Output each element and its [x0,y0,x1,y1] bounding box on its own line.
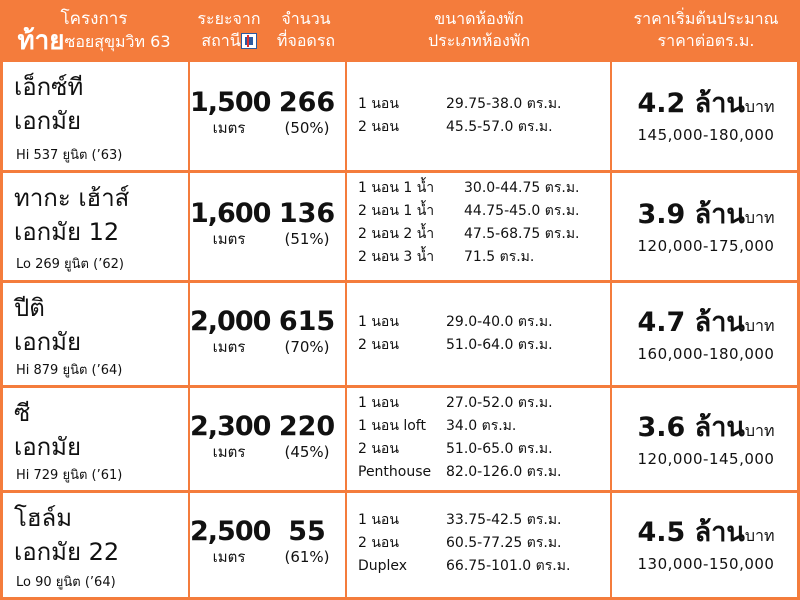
room-type-line [358,223,608,246]
distance-value: 1,600 [190,198,271,229]
distance-unit: เมตร [212,230,246,248]
room-type-line [358,311,608,334]
room-type: 1 นอน [358,314,399,330]
room-type: 2 นอน 2 น้ำ [358,226,435,242]
parking-percent: (70%) [284,338,330,356]
room-type-line [358,246,608,269]
table-row [0,283,800,385]
room-type: 2 นอน [358,119,399,135]
header-distance-line1: ระยะจาก [197,9,261,28]
room-size: 51.0-64.0 ตร.ม. [446,337,553,353]
room-size: 30.0-44.75 ตร.ม. [464,180,580,196]
project-name-line2: เอกมัย [14,433,82,461]
room-types [358,509,608,578]
project-name [14,501,119,569]
distance-cell [190,87,271,138]
parking-cell [268,517,346,567]
price-per-sqm: 120,000-145,000 [637,450,775,468]
room-type-line [358,93,608,116]
distance-value: 2,500 [190,516,271,547]
distance-unit: เมตร [212,548,246,566]
project-name-line1: ซี [14,399,31,427]
price-per-sqm: 145,000-180,000 [637,126,775,144]
room-type: 2 นอน 3 น้ำ [358,249,435,265]
price-main [612,305,800,344]
price-value: 4.2 ล้าน [637,88,745,119]
project-meta: Lo 269 ยูนิต (’62) [16,257,124,272]
room-size: 29.75-38.0 ตร.ม. [446,96,562,112]
parking-percent: (50%) [284,119,330,137]
project-name [14,70,83,138]
parking-cell [268,199,346,249]
parking-cell [268,307,346,357]
price-value: 4.7 ล้าน [637,307,745,338]
header-price-line1: ราคาเริ่มต้นประมาณ [633,9,779,28]
project-name [14,291,81,359]
project-meta: Hi 537 ยูนิต (’63) [16,148,123,163]
price-currency: บาท [744,208,775,227]
header-price-line2: ราคาต่อตร.ม. [657,31,755,50]
distance-unit: เมตร [212,338,246,356]
table-row [0,493,800,597]
room-size: 29.0-40.0 ตร.ม. [446,314,553,330]
room-types [358,311,608,357]
distance-value: 1,500 [190,87,271,118]
price-currency: บาท [744,97,775,116]
room-type-line [358,509,608,532]
parking-value: 55 [288,516,326,547]
room-type-line [358,555,608,578]
parking-percent: (51%) [284,230,330,248]
room-type-line [358,177,608,200]
project-meta: Lo 90 ยูนิต (’64) [16,575,116,590]
header-distance [190,0,268,62]
header-parking-line2: ที่จอดรถ [276,31,336,50]
parking-cell [268,88,346,138]
room-size: 45.5-57.0 ตร.ม. [446,119,553,135]
distance-cell [190,516,271,567]
header-size-line1: ขนาดห้องพัก [434,9,524,28]
room-size: 51.0-65.0 ตร.ม. [446,441,553,457]
parking-percent: (45%) [284,443,330,461]
room-type-line [358,415,608,438]
price-cell [612,197,800,256]
parking-value: 615 [278,306,336,337]
price-main [612,515,800,554]
room-size: 60.5-77.25 ตร.ม. [446,535,562,551]
price-per-sqm: 130,000-150,000 [637,555,775,573]
price-value: 3.6 ล้าน [637,412,745,443]
distance-cell [190,198,271,249]
price-cell [612,305,800,364]
distance-value: 2,000 [190,306,271,337]
room-type: 1 นอน [358,395,399,411]
room-type: 2 นอน [358,337,399,353]
header-project-rest: ซอยสุขุมวิท 63 [64,32,171,51]
parking-percent: (61%) [284,548,330,566]
header-size-line2: ประเภทห้องพัก [427,31,531,50]
project-name-line1: โฮล์ม [14,504,73,532]
parking-value: 220 [278,411,336,442]
room-type-line [358,438,608,461]
room-type-line [358,392,608,415]
distance-cell [190,306,271,357]
price-value: 3.9 ล้าน [637,199,745,230]
header-project-big: ท้าย [17,26,65,56]
room-type-line [358,200,608,223]
room-types [358,392,608,484]
room-type: 2 นอน [358,441,399,457]
parking-cell [268,412,346,462]
room-type-line [358,461,608,484]
room-types [358,93,608,139]
header-project [0,0,188,62]
distance-unit: เมตร [212,119,246,137]
room-type-line [358,334,608,357]
price-cell [612,515,800,574]
room-size: 33.75-42.5 ตร.ม. [446,512,562,528]
room-size: 47.5-68.75 ตร.ม. [464,226,580,242]
room-type: 1 นอน loft [358,418,426,434]
project-name [14,396,81,464]
room-type: 1 นอน [358,96,399,112]
parking-value: 136 [278,198,336,229]
room-size: 27.0-52.0 ตร.ม. [446,395,553,411]
room-size: 66.75-101.0 ตร.ม. [446,558,571,574]
project-name-line2: เอกมัย 12 [14,218,120,246]
price-cell [612,410,800,469]
room-types [358,177,608,269]
room-size: 82.0-126.0 ตร.ม. [446,464,562,480]
price-main [612,86,800,125]
price-currency: บาท [744,526,775,545]
table-row [0,173,800,280]
project-name-line1: เอ็กซ์ที [14,73,84,101]
project-name-line2: เอกมัย 22 [14,538,120,566]
room-type-line [358,116,608,139]
room-type: 1 นอน 1 น้ำ [358,180,435,196]
price-currency: บาท [744,421,775,440]
project-meta: Hi 729 ยูนิต (’61) [16,468,123,483]
price-currency: บาท [744,316,775,335]
header-project-line1: โครงการ [60,9,128,29]
price-main [612,197,800,236]
project-name-line2: เอกมัย [14,328,82,356]
bts-station-icon [241,33,257,49]
room-type: 2 นอน 1 น้ำ [358,203,435,219]
price-cell [612,86,800,145]
table-row [0,388,800,490]
table-header [0,0,800,62]
project-name [14,181,129,249]
parking-value: 266 [278,87,336,118]
price-per-sqm: 120,000-175,000 [637,237,775,255]
header-distance-line2-wrap [190,30,268,52]
distance-unit: เมตร [212,443,246,461]
project-meta: Hi 879 ยูนิต (’64) [16,363,123,378]
room-type: 1 นอน [358,512,399,528]
project-name-line1: ปีติ [14,294,45,322]
project-name-line1: ทากะ เฮ้าส์ [14,184,130,212]
distance-value: 2,300 [190,411,271,442]
header-price [612,0,800,62]
project-name-line2: เอกมัย [14,107,82,135]
header-room-size [348,0,610,62]
distance-cell [190,411,271,462]
room-size: 34.0 ตร.ม. [446,418,517,434]
room-size: 44.75-45.0 ตร.ม. [464,203,580,219]
price-per-sqm: 160,000-180,000 [637,345,775,363]
room-type: Penthouse [358,464,432,480]
header-parking-line1: จำนวน [281,9,331,28]
header-project-line2 [0,26,188,56]
room-type: 2 นอน [358,535,399,551]
header-parking [268,0,344,62]
room-size: 71.5 ตร.ม. [464,249,535,265]
table-row [0,62,800,170]
price-main [612,410,800,449]
price-value: 4.5 ล้าน [637,517,745,548]
header-distance-line2: สถานี [201,31,241,50]
room-type-line [358,532,608,555]
room-type: Duplex [358,558,408,574]
